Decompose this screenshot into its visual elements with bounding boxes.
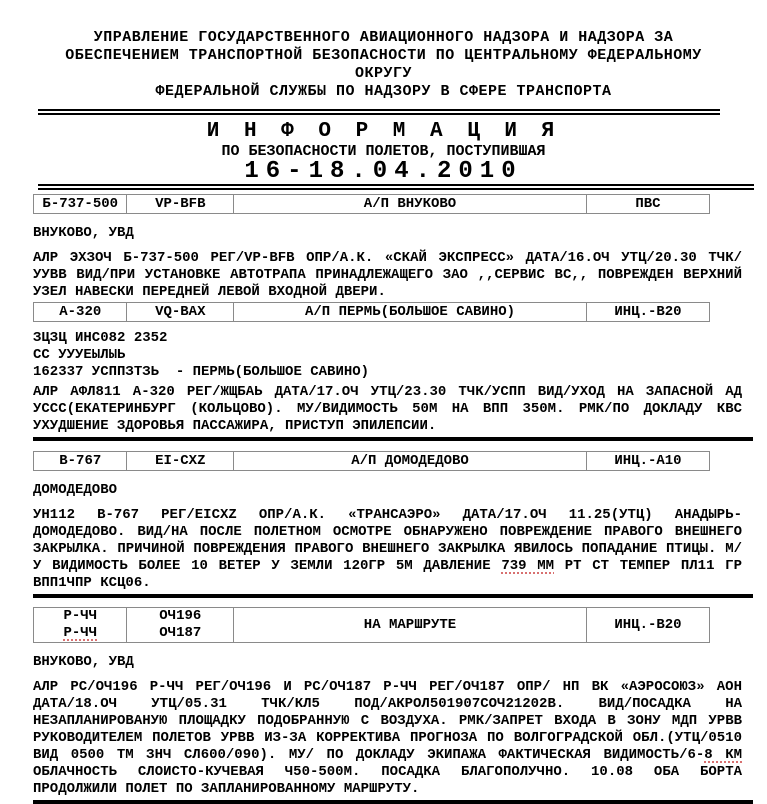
report-source-line: ВНУКОВО, УВД (33, 654, 134, 670)
document-subtitle: ПО БЕЗОПАСНОСТИ ПОЛЕТОВ, ПОСТУПИВШАЯ (221, 143, 546, 160)
section-divider-rule (33, 594, 753, 598)
event-class-cell: ИНЦ.-В20 (586, 608, 709, 643)
text-segment: РТ СТ ТЕМПЕР ПЛ11 ГР ВПП1ЧПР КСЦ06. (33, 558, 742, 591)
incident-summary-table-3 (33, 451, 710, 471)
org-header-line-2: ОБЕСПЕЧЕНИЕМ ТРАНСПОРТНОЙ БЕЗОПАСНОСТИ ПО ЦЕНТРАЛЬНОМУ ФЕДЕРАЛЬНОМУ (65, 47, 702, 64)
text-segment: ОЧ187 (159, 625, 202, 641)
org-header-line-3: ОКРУГУ (354, 65, 412, 82)
event-class-cell: ИНЦ.-В20 (586, 303, 709, 322)
registration-cell (127, 608, 234, 643)
aircraft-type-cell: В-767 (34, 452, 127, 471)
location-cell: НА МАРШРУТЕ (234, 608, 587, 643)
spellcheck-marked-text: 8 КМ (704, 747, 743, 763)
text-segment: УН112 В-767 РЕГ/EICXZ ОПР/А.К. «ТРАНСАЭРО» ДАТА/17.ОЧ 11.25(УТЦ) АНАДЫРЬ- ДОМОДЕДОВО. ВИД/НА ПОСЛЕ ПОЛЕТНОМ ОСМОТРЕ ОБНАРУЖЕНО ПОВРЕЖДЕНИЕ ПРАВОГО ВНЕШНЕГО ЗАКРЫЛКА. ПРИЧИНОЙ ПОВРЕЖДЕНИЯ ПРАВОГО ВНЕШНЕГО ЗАКРЫЛКА ЯВИЛОСЬ ПОПАДАНИЕ ПТИЦЫ. М/У ВИДИМОСТЬ БОЛЕЕ 10 ВЕТЕР У ЗЕМЛИ 120ГР 5М ДАВЛЕНИЕ (33, 507, 742, 574)
registration-cell: VQ-BAX (127, 303, 234, 322)
incident-paragraph: АЛР АФЛ811 А-320 РЕГ/ЖЩБАЬ ДАТА/17.ОЧ УТЦ/23.30 ТЧК/УСПП ВИД/УХОД НА ЗАПАСНОЙ АД УССС(ЕКАТЕРИНБУРГ (КОЛЬЦОВО). МУ/ВИДИМОСТЬ 50М НА ВПП 350М. РМК/ПО ДОКЛАДУ КВС УХУДШЕНИЕ ЗДОРОВЬЯ ПАССАЖИРА, ПРИСТУП ЭПИЛЕПСИИ. (33, 384, 742, 434)
incident-paragraph (33, 507, 742, 592)
org-header-line-1: УПРАВЛЕНИЕ ГОСУДАРСТВЕННОГО АВИАЦИОННОГО НАДЗОРА И НАДЗОРА ЗА (93, 29, 674, 46)
table-row (34, 608, 710, 643)
spellcheck-marked-text: Р-ЧЧ (63, 625, 98, 641)
table-row (34, 195, 710, 214)
incident-summary-table-4 (33, 607, 710, 643)
location-cell: А/П ВНУКОВО (234, 195, 587, 214)
location-cell: А/П ДОМОДЕДОВО (234, 452, 587, 471)
table-row (34, 452, 710, 471)
spellcheck-marked-text: 739 ММ (501, 558, 555, 574)
location-cell: А/П ПЕРМЬ(БОЛЬШОЕ САВИНО) (234, 303, 587, 322)
aircraft-type-cell: Б-737-500 (34, 195, 127, 214)
text-segment: АЛР РС/ОЧ196 Р-ЧЧ РЕГ/ОЧ196 И РС/ОЧ187 Р-ЧЧ РЕГ/ОЧ187 ОПР/ НП ВК «АЭРОСОЮЗ» АОН ДАТА/18.ОЧ УТЦ/05.31 ТЧК/КЛ5 ПОД/АКРОЛ501907СОЧ21202В. ВИД/ПОСАДКА НА НЕЗАПЛАНИРОВАНУЮ ПЛОЩАДКУ ПОДОБРАННУЮ С ВОЗДУХА. РМК/ЗАПРЕТ ВХОДА В ЗОНУ МДП УРВВ РУКОВОДИТЕЛЕМ ПОЛЕТОВ УРВВ ИЗ-ЗА КОРРЕКТИВА ПРОГНОЗА ПО ВОЛГОГРАДСКОЙ ОБЛ.(УТЦ/0510 ВИД 0500 ТМ ЗНЧ СЛ600/090). МУ/ ПО ДОКЛАДУ ЭКИПАЖА ФАКТИЧЕСКАЯ ВИДИМОСТЬ/6- (33, 679, 742, 763)
event-class-cell: ИНЦ.-А10 (586, 452, 709, 471)
document-end-rule (33, 800, 753, 804)
text-segment: Р-ЧЧ (63, 608, 98, 624)
incident-paragraph: АЛР ЭХЗОЧ Б-737-500 РЕГ/VP-BFB ОПР/А.К. «СКАЙ ЭКСПРЕСС» ДАТА/16.ОЧ УТЦ/20.30 ТЧК/УУВВ ВИД/ПРИ УСТАНОВКЕ АВТОТРАПА ПРИНАДЛЕЖАЩЕГО ЗАО ,,СЕРВИС ВС,, ПОВРЕЖДЕН ВЕРХНИЙ УЗЕЛ НАВЕСКИ ПЕРЕДНЕЙ ЛЕВОЙ ВХОДНОЙ ДВЕРИ. (33, 250, 742, 300)
telegram-line: СС УУУЕЫЛЫЬ (33, 347, 126, 363)
report-source-line: ДОМОДЕДОВО (33, 482, 118, 498)
text-segment: ОЧ196 (159, 608, 202, 624)
telegram-line: ЗЦЗЦ ИНС082 2352 (33, 330, 168, 346)
incident-paragraph (33, 679, 742, 798)
incident-summary-table-2 (33, 302, 710, 322)
incident-summary-table-1 (33, 194, 710, 214)
document-date-range: 16-18.04.2010 (244, 158, 523, 185)
report-source-line: ВНУКОВО, УВД (33, 225, 134, 241)
text-segment: ОБЛАЧНОСТЬ СЛОИСТО-КУЧЕВАЯ Ч50-500М. ПОСАДКА БЛАГОПОЛУЧНО. 10.08 ОБА БОРТА ПРОДОЛЖИЛИ ПОЛЕТ ПО ЗАПЛАНИРОВАННОМУ МАРШРУТУ. (33, 764, 742, 797)
aircraft-type-cell: А-320 (34, 303, 127, 322)
double-rule-top (38, 109, 720, 115)
org-header-line-4: ФЕДЕРАЛЬНОЙ СЛУЖБЫ ПО НАДЗОРУ В СФЕРЕ ТРАНСПОРТА (155, 83, 612, 100)
aircraft-type-cell (34, 608, 127, 643)
document-title: И Н Ф О Р М А Ц И Я (206, 120, 561, 143)
registration-cell: EI-CXZ (127, 452, 234, 471)
telegram-header-block (0, 330, 767, 381)
telegram-line: 162337 УСППЗТЗЬ - ПЕРМЬ(БОЛЬШОЕ САВИНО) (33, 364, 370, 380)
event-class-cell: ПВС (586, 195, 709, 214)
table-row (34, 303, 710, 322)
section-divider-rule (33, 437, 753, 441)
registration-cell: VP-BFB (127, 195, 234, 214)
